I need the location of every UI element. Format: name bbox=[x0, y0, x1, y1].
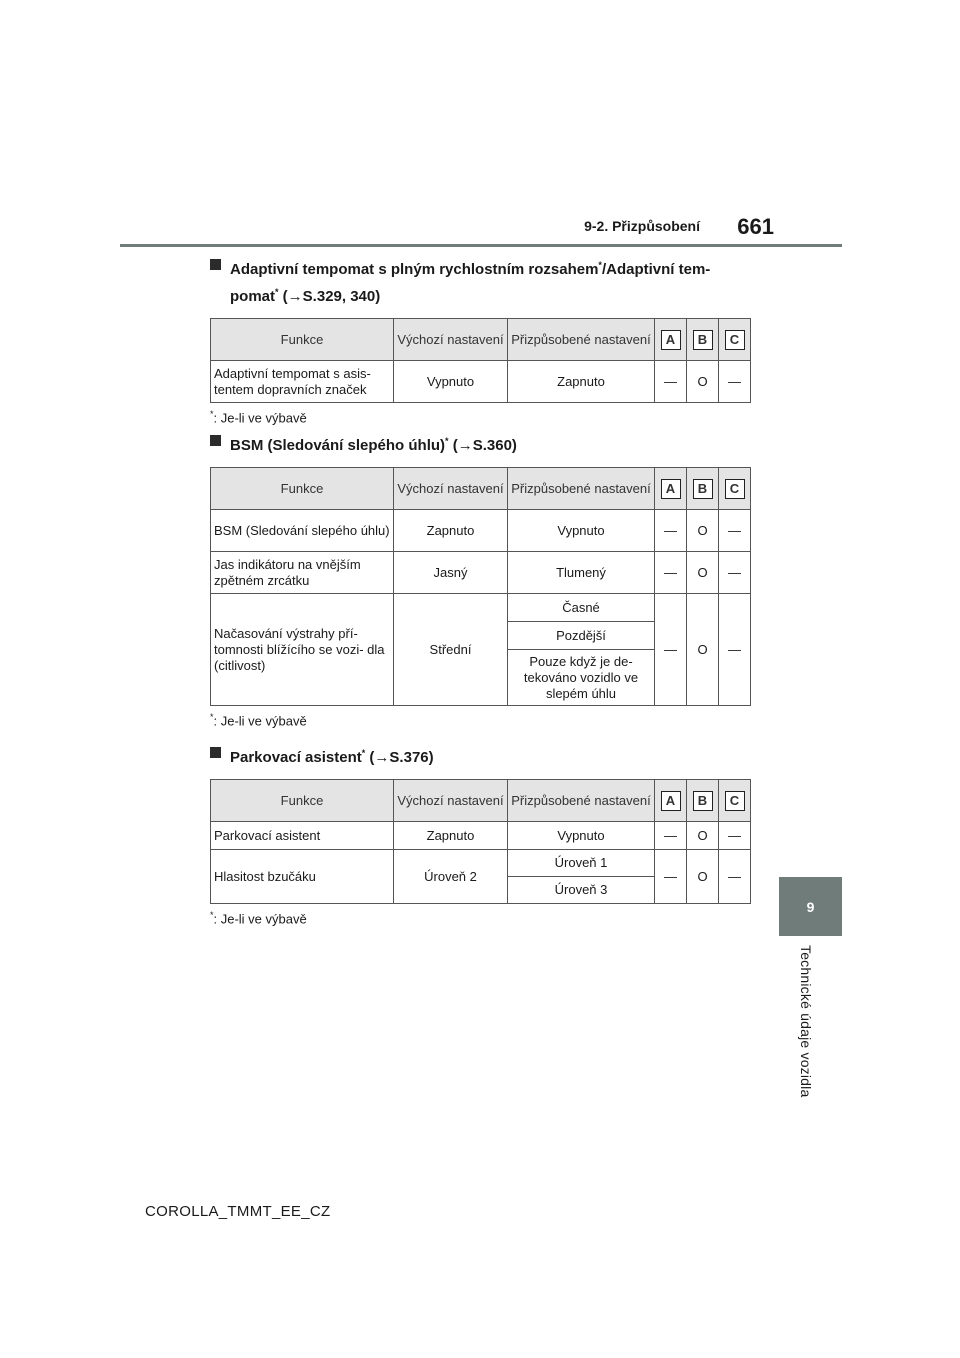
cell-custom: Časné bbox=[508, 594, 655, 622]
cell-default: Zapnuto bbox=[394, 510, 508, 552]
cell-c: — bbox=[719, 850, 751, 904]
col-header-c: C bbox=[719, 319, 751, 361]
cell-function: BSM (Sledování slepého úhlu) bbox=[211, 510, 394, 552]
cell-b: O bbox=[687, 594, 719, 706]
table-bsm bbox=[210, 467, 751, 706]
cell-b: O bbox=[687, 850, 719, 904]
col-header-c: C bbox=[719, 780, 751, 822]
cell-function: Adaptivní tempomat s asis- tentem dopravních značek bbox=[211, 361, 394, 403]
cell-a: — bbox=[655, 822, 687, 850]
col-header-c: C bbox=[719, 468, 751, 510]
cell-b: O bbox=[687, 510, 719, 552]
cell-custom: Úroveň 3 bbox=[508, 877, 655, 904]
section-heading-acc: Adaptivní tempomat s plným rychlostním rozsahem*/Adaptivní tem- pomat* (→S.329, 340) bbox=[210, 254, 750, 308]
cell-custom: Pozdější bbox=[508, 622, 655, 650]
cell-c: — bbox=[719, 510, 751, 552]
section-park bbox=[210, 742, 750, 926]
col-header-function: Funkce bbox=[211, 780, 394, 822]
table-row bbox=[211, 361, 751, 403]
col-header-default: Výchozí nastavení bbox=[394, 780, 508, 822]
cell-default: Vypnuto bbox=[394, 361, 508, 403]
col-header-a: A bbox=[655, 780, 687, 822]
col-header-function: Funkce bbox=[211, 468, 394, 510]
cell-custom: Zapnuto bbox=[508, 361, 655, 403]
col-header-default: Výchozí nastavení bbox=[394, 319, 508, 361]
col-header-function: Funkce bbox=[211, 319, 394, 361]
footnote: *: Je-li ve výbavě bbox=[210, 910, 307, 927]
cell-a: — bbox=[655, 552, 687, 594]
cell-a: — bbox=[655, 510, 687, 552]
footnote: *: Je-li ve výbavě bbox=[210, 712, 307, 729]
cell-c: — bbox=[719, 552, 751, 594]
cell-custom: Tlumený bbox=[508, 552, 655, 594]
col-header-custom: Přizpůsobené nastavení bbox=[508, 468, 655, 510]
section-bsm bbox=[210, 430, 750, 728]
bullet-square-icon bbox=[210, 435, 221, 446]
header-rule bbox=[120, 244, 842, 247]
cell-c: — bbox=[719, 361, 751, 403]
footnote: *: Je-li ve výbavě bbox=[210, 409, 307, 426]
cell-custom: Vypnuto bbox=[508, 510, 655, 552]
cell-default: Střední bbox=[394, 594, 508, 706]
bullet-square-icon bbox=[210, 747, 221, 758]
cell-function: Hlasitost bzučáku bbox=[211, 850, 394, 904]
cell-a: — bbox=[655, 361, 687, 403]
cell-b: O bbox=[687, 552, 719, 594]
document-code: COROLLA_TMMT_EE_CZ bbox=[145, 1203, 331, 1220]
col-header-b: B bbox=[687, 780, 719, 822]
chapter-label: Technické údaje vozidla bbox=[798, 945, 814, 1098]
cell-custom: Úroveň 1 bbox=[508, 850, 655, 877]
cell-b: O bbox=[687, 361, 719, 403]
section-acc bbox=[210, 254, 750, 425]
cell-a: — bbox=[655, 594, 687, 706]
chapter-number: 9 bbox=[806, 898, 815, 915]
cell-a: — bbox=[655, 850, 687, 904]
table-park bbox=[210, 779, 751, 904]
cell-function: Jas indikátoru na vnějším zpětném zrcátku bbox=[211, 552, 394, 594]
cell-function: Načasování výstrahy pří- tomnosti blížícího se vozi- dla (citlivost) bbox=[211, 594, 394, 706]
table-row bbox=[211, 510, 751, 552]
col-header-custom: Přizpůsobené nastavení bbox=[508, 319, 655, 361]
cell-custom: Vypnuto bbox=[508, 822, 655, 850]
cell-function: Parkovací asistent bbox=[211, 822, 394, 850]
cell-b: O bbox=[687, 822, 719, 850]
col-header-b: B bbox=[687, 319, 719, 361]
table-row bbox=[211, 850, 751, 877]
table-row bbox=[211, 822, 751, 850]
cell-c: — bbox=[719, 822, 751, 850]
section-heading-bsm: BSM (Sledování slepého úhlu)* (→S.360) bbox=[210, 430, 750, 457]
section-title: 9-2. Přizpůsobení bbox=[584, 218, 700, 234]
chapter-tab[interactable] bbox=[779, 877, 842, 936]
col-header-custom: Přizpůsobené nastavení bbox=[508, 780, 655, 822]
col-header-b: B bbox=[687, 468, 719, 510]
col-header-a: A bbox=[655, 468, 687, 510]
col-header-default: Výchozí nastavení bbox=[394, 468, 508, 510]
cell-default: Jasný bbox=[394, 552, 508, 594]
col-header-a: A bbox=[655, 319, 687, 361]
bullet-square-icon bbox=[210, 259, 221, 270]
cell-custom: Pouze když je de- tekováno vozidlo ve slepém úhlu bbox=[508, 650, 655, 706]
table-row bbox=[211, 552, 751, 594]
cell-default: Úroveň 2 bbox=[394, 850, 508, 904]
section-heading-park: Parkovací asistent* (→S.376) bbox=[210, 742, 750, 769]
cell-default: Zapnuto bbox=[394, 822, 508, 850]
table-acc bbox=[210, 318, 751, 403]
cell-c: — bbox=[719, 594, 751, 706]
page-number: 661 bbox=[737, 214, 774, 239]
table-row bbox=[211, 594, 751, 622]
